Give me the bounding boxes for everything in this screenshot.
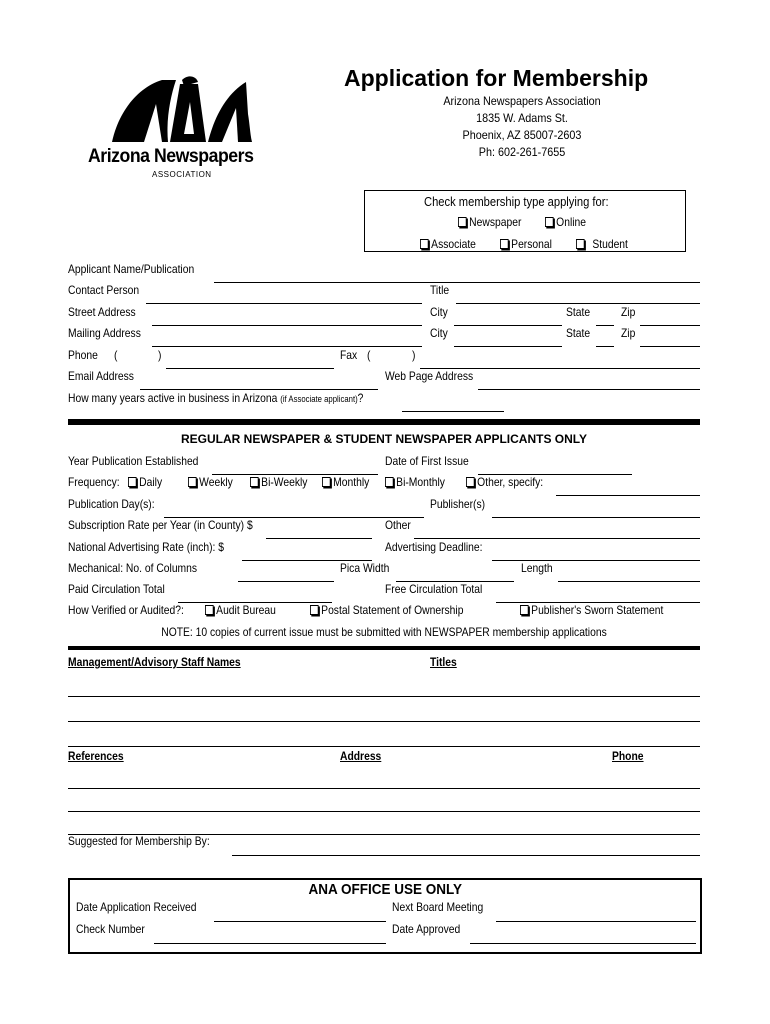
label-paid-circulation: Paid Circulation Total [68,582,165,596]
web-page-field[interactable] [478,377,700,390]
label-zip: Zip [621,305,636,319]
checkbox-icon[interactable] [458,217,467,227]
no-of-columns-field[interactable] [238,569,334,582]
next-board-meeting-field[interactable] [496,909,696,922]
label-state: State [566,305,591,319]
adv-deadline-field[interactable] [492,548,700,561]
checkbox-icon[interactable] [500,239,509,249]
label-check-number: Check Number [76,922,145,936]
checkbox-icon[interactable] [250,477,259,487]
mailing-address-field[interactable] [152,334,422,347]
label-city: City [430,326,448,340]
mailing-state-field[interactable] [596,334,614,347]
checkbox-icon[interactable] [466,477,475,487]
label-free-circulation: Free Circulation Total [385,582,483,596]
page-title: Application for Membership [344,65,649,91]
mailing-zip-field[interactable] [640,334,700,347]
date-received-field[interactable] [214,909,386,922]
label-other: Other [385,518,411,532]
address-line: Phoenix, AZ 85007-2603 [462,128,582,142]
label-publishers: Publisher(s) [430,497,486,511]
applicant-name-field[interactable] [214,270,700,283]
label-subscription-rate: Subscription Rate per Year (in County) $ [68,518,253,532]
office-use-heading: ANA OFFICE USE ONLY [308,881,462,898]
subscription-rate-field[interactable] [266,526,372,539]
verify-option-postal[interactable]: Postal Statement of Ownership [310,603,463,617]
membership-option-online[interactable]: Online [545,215,586,229]
section-divider [68,646,700,650]
label-publication-days: Publication Day(s): [68,497,155,511]
address-line: 1835 W. Adams St. [476,111,568,125]
label-phone: Phone [68,348,98,362]
phone-paren-close: ) [158,348,162,362]
fax-paren-close: ) [412,348,416,362]
street-state-field[interactable] [596,313,614,326]
checkbox-icon[interactable] [385,477,394,487]
membership-prompt: Check membership type applying for: [424,194,609,209]
label-frequency: Frequency: [68,475,120,489]
membership-option-associate[interactable]: Associate [420,237,476,251]
references-address-heading: Address [340,749,382,763]
references-heading: References [68,749,124,763]
checkbox-icon[interactable] [322,477,331,487]
section-divider [68,419,700,425]
date-approved-field[interactable] [470,931,696,944]
contact-person-field[interactable] [146,291,422,304]
membership-option-newspaper[interactable]: Newspaper [458,215,521,229]
suggested-by-field[interactable] [232,843,700,856]
freq-option-bi-monthly[interactable]: Bi-Monthly [385,475,445,489]
label-year-established: Year Publication Established [68,454,199,468]
reference-entry-line[interactable] [68,776,700,789]
membership-option-student[interactable]: Student [576,237,628,251]
mailing-city-field[interactable] [454,334,562,347]
label-city: City [430,305,448,319]
label-fax: Fax [340,348,358,362]
checkbox-icon[interactable] [420,239,429,249]
label-street-address: Street Address [68,305,136,319]
paid-circulation-field[interactable] [178,590,332,603]
freq-option-other[interactable]: Other, specify: [466,475,543,489]
staff-titles-heading: Titles [430,655,457,669]
label-no-of-columns: Mechanical: No. of Columns [68,561,198,575]
label-years-active: How many years active in business in Arizona (if Associate applicant)? [68,391,364,405]
checkbox-icon[interactable] [545,217,554,227]
checkbox-icon[interactable] [128,477,137,487]
address-line: Ph: 602-261-7655 [478,145,566,159]
freq-option-weekly[interactable]: Weekly [188,475,233,489]
checkbox-icon[interactable] [310,605,319,615]
label-date-received: Date Application Received [76,900,197,914]
label-mailing-address: Mailing Address [68,326,141,340]
label-date-approved: Date Approved [392,922,461,936]
label-pica-width: Pica Width [340,561,390,575]
label-applicant-name: Applicant Name/Publication [68,262,195,276]
publishers-field[interactable] [492,505,700,518]
free-circulation-field[interactable] [496,590,700,603]
freq-option-daily[interactable]: Daily [128,475,162,489]
label-zip: Zip [621,326,636,340]
ana-address [394,93,650,161]
pica-width-field[interactable] [396,569,514,582]
ana-logo-mark-icon [110,74,255,146]
label-adv-deadline: Advertising Deadline: [385,540,483,554]
regular-section-heading: REGULAR NEWSPAPER & STUDENT NEWSPAPER APPLICANTS ONLY [180,432,588,446]
newspaper-copies-note: NOTE: 10 copies of current issue must be submitted with NEWSPAPER membership applications [161,625,607,639]
membership-option-personal[interactable]: Personal [500,237,552,251]
other-rate-field[interactable] [414,526,700,539]
staff-entry-line[interactable] [68,734,700,747]
staff-entry-line[interactable] [68,709,700,722]
logo-org-sub: ASSOCIATION [152,170,212,179]
national-adv-rate-field[interactable] [242,548,372,561]
checkbox-icon[interactable] [188,477,197,487]
staff-entry-line[interactable] [68,684,700,697]
year-established-field[interactable] [212,462,378,475]
reference-entry-line[interactable] [68,799,700,812]
checkbox-icon[interactable] [576,239,585,249]
label-title: Title [430,283,450,297]
label-state: State [566,326,591,340]
first-issue-field[interactable] [478,462,632,475]
logo-org-name: Arizona Newspapers [88,146,254,167]
label-email: Email Address [68,369,134,383]
freq-other-field[interactable] [556,483,700,496]
fax-field[interactable] [420,356,700,369]
label-first-issue: Date of First Issue [385,454,469,468]
label-suggested-by: Suggested for Membership By: [68,834,210,848]
label-national-adv-rate: National Advertising Rate (inch): $ [68,540,225,554]
label-length: Length [521,561,553,575]
verify-option-audit-bureau[interactable]: Audit Bureau [205,603,276,617]
phone-paren-open: ( [114,348,118,362]
fax-paren-open: ( [367,348,371,362]
street-zip-field[interactable] [640,313,700,326]
street-address-field[interactable] [152,313,422,326]
staff-names-heading: Management/Advisory Staff Names [68,655,241,669]
label-how-verified: How Verified or Audited?: [68,603,184,617]
label-contact-person: Contact Person [68,283,140,297]
email-field[interactable] [140,377,378,390]
address-line: Arizona Newspapers Association [443,94,601,108]
publication-days-field[interactable] [164,505,424,518]
references-phone-heading: Phone [612,749,644,763]
freq-option-bi-weekly[interactable]: Bi-Weekly [250,475,307,489]
checkbox-icon[interactable] [205,605,214,615]
label-web-page: Web Page Address [385,369,474,383]
length-field[interactable] [558,569,700,582]
check-number-field[interactable] [154,931,386,944]
street-city-field[interactable] [454,313,562,326]
verify-option-sworn[interactable]: Publisher's Sworn Statement [520,603,663,617]
title-field[interactable] [456,291,700,304]
years-active-field[interactable] [402,399,504,412]
phone-field[interactable] [166,356,334,369]
checkbox-icon[interactable] [520,605,529,615]
label-next-board-meeting: Next Board Meeting [392,900,484,914]
freq-option-monthly[interactable]: Monthly [322,475,369,489]
